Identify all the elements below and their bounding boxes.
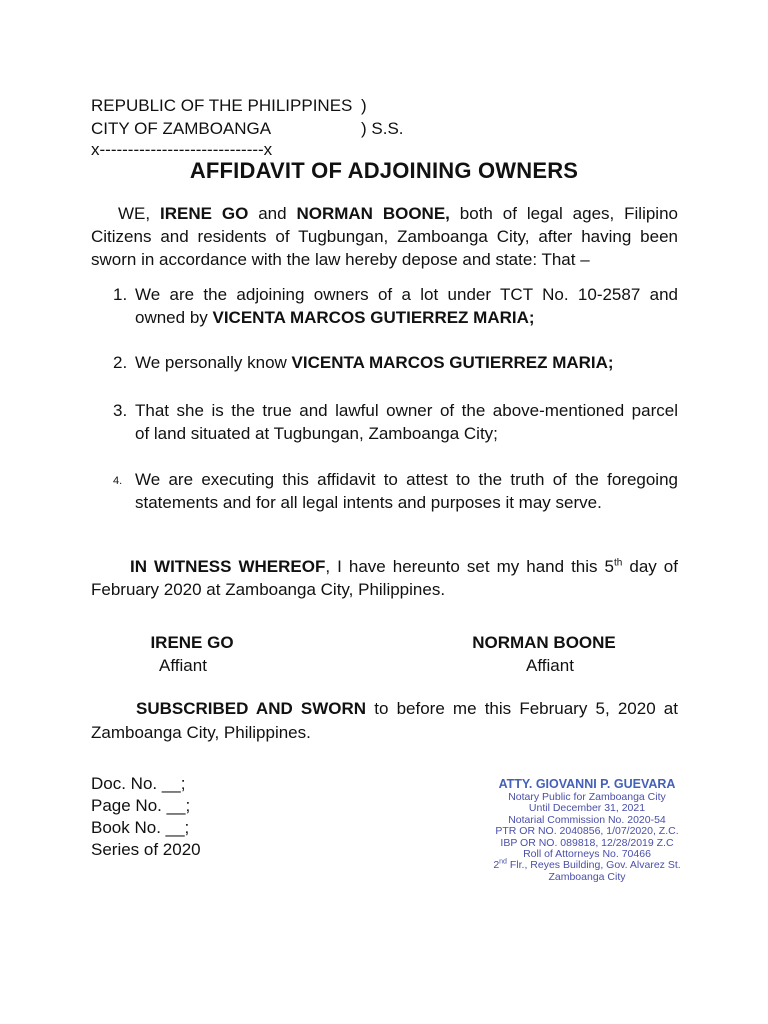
item-1-line-2 [135,306,535,329]
notary-line-2: Until December 31, 2021 [528,802,646,815]
affiant-name-1: IRENE GO [160,204,249,223]
witness-ordinal: th [614,557,623,569]
witness-line-1 [91,555,678,578]
caption-ss: ) S.S. [361,119,404,138]
intro-line-3: sworn in accordance with the law hereby depose and state: That – [91,250,590,269]
caption-republic: REPUBLIC OF THE PHILIPPINES [91,96,353,115]
witness-day-of: day of [622,557,678,576]
item-1-owner-name: VICENTA MARCOS GUTIERREZ MARIA; [212,308,535,327]
notary-line-5: IBP OR NO. 089818, 12/28/2019 Z.C [500,836,674,849]
jurat-text: to before me this February 5, 2020 at [366,699,678,718]
series: Series of 2020 [91,840,201,859]
witness-line-2: February 2020 at Zamboanga City, Philippines. [91,580,446,599]
item-4-number: 4. [113,475,123,487]
caption-divider: x-----------------------------x [91,140,273,159]
item-2-owner-name: VICENTA MARCOS GUTIERREZ MARIA; [291,353,614,372]
caption-paren-1: ) [361,96,367,115]
signatory-1-role: Affiant [159,656,207,675]
notary-line-1: Notary Public for Zamboanga City [508,791,666,803]
signatory-1-name: IRENE GO [150,633,234,652]
notary-address: Flr., Reyes Building, Gov. Alvarez St. [506,859,681,872]
item-2-number: 2. [113,353,128,372]
item-2-pre: We personally know [135,353,292,372]
item-2-text [135,351,614,374]
intro-rest: both of legal ages, Filipino [449,204,678,223]
item-1-number: 1. [113,285,128,304]
item-1-line-1: We are the adjoining owners of a lot under TCT No. 10-2587 and [135,285,678,304]
item-3-line-1: That she is the true and lawful owner of the above-mentioned parcel [135,401,678,420]
item-4-line-1: We are executing this affidavit to attest to the truth of the foregoing [135,470,678,489]
item-3-line-2: of land situated at Tugbungan, Zamboanga City; [135,424,498,443]
intro-and: and [248,204,297,223]
notary-name: ATTY. GIOVANNI P. GUEVARA [498,777,676,791]
signatory-2-name: NORMAN BOONE [472,633,616,652]
book-no: Book No. __; [91,818,190,837]
item-1-owned-by: owned by [135,308,213,327]
intro-line-2: Citizens and residents of Tugbungan, Zamboanga City, after having been [91,227,678,246]
page-no: Page No. __; [91,796,191,815]
signatory-2-role: Affiant [526,656,574,675]
notary-line-8: Zamboanga City [548,870,626,883]
intro-line-1 [91,202,678,225]
intro-we: WE, [118,204,160,223]
document-title: AFFIDAVIT OF ADJOINING OWNERS [189,158,579,183]
item-4-line-2: statements and for all legal intents and purposes it may serve. [135,493,602,512]
notary-line-3: Notarial Commission No. 2020-54 [508,813,666,826]
jurat-heading: SUBSCRIBED AND SWORN [136,699,367,718]
notary-stamp [420,776,754,883]
affiant-name-2: NORMAN BOONE, [296,204,450,223]
notary-line-4: PTR OR NO. 2040856, 1/07/2020, Z.C. [495,825,679,838]
notary-floor-number: 2 [493,859,500,872]
notary-line-6: Roll of Attorneys No. 70466 [523,848,651,861]
witness-text: , I have hereunto set my hand this 5 [325,557,615,576]
jurat-line-1 [91,697,678,720]
jurat-line-2: Zamboanga City, Philippines. [91,723,311,742]
item-3-number: 3. [113,401,128,420]
caption-city: CITY OF ZAMBOANGA [91,119,272,138]
doc-no: Doc. No. __; [91,774,186,793]
witness-heading: IN WITNESS WHEREOF [130,557,326,576]
notary-floor-ordinal: nd [499,858,507,866]
